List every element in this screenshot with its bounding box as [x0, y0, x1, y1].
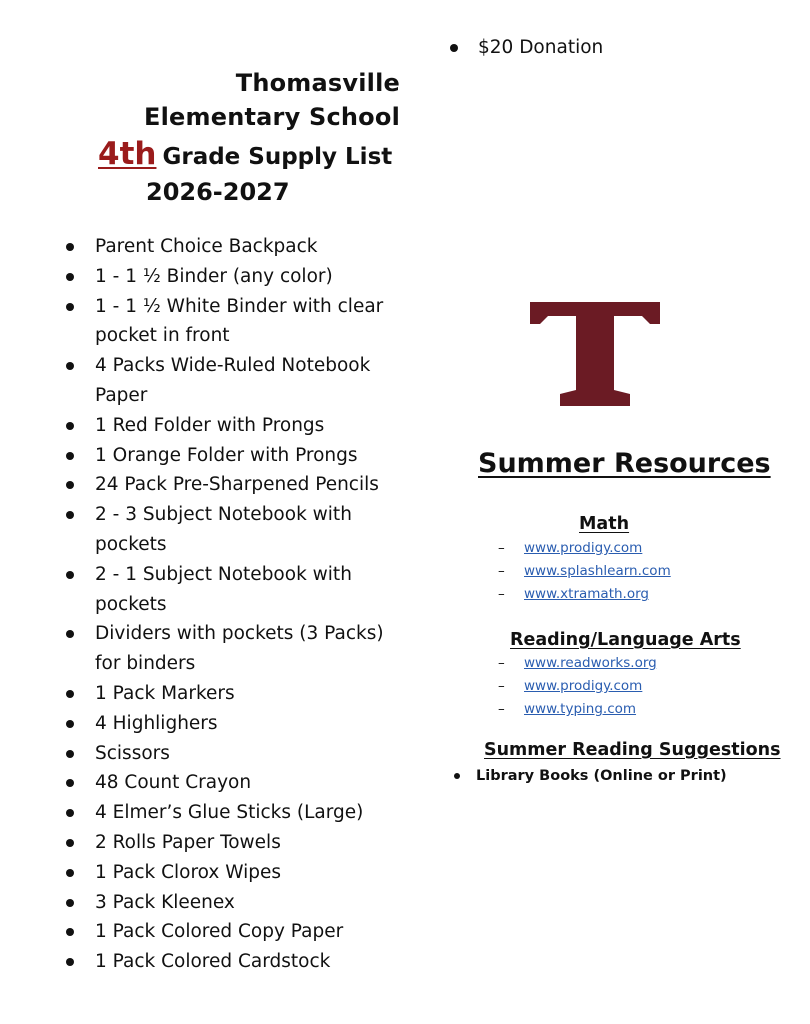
list-item: 1 Pack Colored Copy Paper [66, 917, 386, 947]
link-prodigy[interactable]: www.prodigy.com [524, 678, 643, 694]
dash-icon: – [498, 701, 505, 717]
bullet-icon [66, 571, 74, 579]
list-item: Dividers with pockets (3 Packs) for binders [66, 619, 386, 679]
bullet-icon [66, 452, 74, 460]
summer-resources-title: Summer Resources [478, 448, 771, 479]
list-item: 2 - 1 Subject Notebook with pockets [66, 560, 386, 620]
dash-icon: – [498, 563, 505, 579]
bullet-icon [66, 511, 74, 519]
bullet-icon [66, 720, 74, 728]
bullet-icon [66, 630, 74, 638]
bullet-icon [66, 243, 74, 251]
bullet-icon [66, 928, 74, 936]
dash-icon: – [498, 540, 505, 556]
list-item: Library Books (Online or Print) [454, 765, 727, 787]
list-item [498, 675, 657, 698]
bullet-icon [66, 690, 74, 698]
list-item: 4 Packs Wide-Ruled Notebook Paper [66, 351, 386, 411]
dash-icon: – [498, 655, 505, 671]
reading-suggestions-heading: Summer Reading Suggestions [484, 740, 781, 760]
list-item: 1 - 1 ½ Binder (any color) [66, 262, 386, 292]
logo-t-shape [530, 302, 660, 406]
bullet-icon [66, 779, 74, 787]
school-name: Thomasville Elementary School [144, 69, 400, 131]
school-year: 2026-2027 [146, 178, 290, 206]
list-item: 4 Elmer’s Glue Sticks (Large) [66, 798, 386, 828]
list-item: 1 - 1 ½ White Binder with clear pocket in front [66, 292, 386, 352]
title-text: Grade Supply List [162, 144, 393, 170]
list-item: 3 Pack Kleenex [66, 888, 386, 918]
list-item: 24 Pack Pre-Sharpened Pencils [66, 470, 386, 500]
link-splashlearn[interactable]: www.splashlearn.com [524, 563, 671, 579]
list-item: 4 Highlighers [66, 709, 386, 739]
bullet-icon [66, 750, 74, 758]
resources-column [440, 0, 780, 1024]
supply-list [66, 232, 386, 977]
dash-icon: – [498, 678, 505, 694]
list-item [498, 583, 671, 606]
bullet-icon [66, 303, 74, 311]
bullet-icon [66, 362, 74, 370]
bullet-icon [450, 44, 458, 52]
list-item: 1 Pack Markers [66, 679, 386, 709]
page-title [98, 136, 392, 172]
list-item [498, 560, 671, 583]
list-item: 2 Rolls Paper Towels [66, 828, 386, 858]
math-links [498, 537, 671, 606]
list-item: 1 Red Folder with Prongs [66, 411, 386, 441]
bullet-icon [66, 958, 74, 966]
reading-heading: Reading/Language Arts [510, 630, 741, 650]
link-typing[interactable]: www.typing.com [524, 701, 637, 717]
bullet-icon [66, 481, 74, 489]
supply-list-column [60, 0, 400, 1024]
list-item [498, 698, 657, 721]
list-item: 48 Count Crayon [66, 768, 386, 798]
link-prodigy[interactable]: www.prodigy.com [524, 540, 643, 556]
bullet-icon [66, 839, 74, 847]
dash-icon: – [498, 586, 505, 602]
list-item: 1 Pack Clorox Wipes [66, 858, 386, 888]
school-logo-t [530, 302, 660, 406]
list-item: Parent Choice Backpack [66, 232, 386, 262]
list-item: 2 - 3 Subject Notebook with pockets [66, 500, 386, 560]
list-item [498, 652, 657, 675]
bullet-icon [66, 809, 74, 817]
bullet-icon [66, 869, 74, 877]
link-xtramath[interactable]: www.xtramath.org [524, 586, 649, 602]
grade-label: 4th [98, 136, 157, 172]
list-item: Scissors [66, 739, 386, 769]
math-heading: Math [579, 514, 630, 534]
list-item [498, 537, 671, 560]
bullet-icon [66, 273, 74, 281]
link-readworks[interactable]: www.readworks.org [524, 655, 657, 671]
list-item: 1 Pack Colored Cardstock [66, 947, 386, 977]
bullet-icon [66, 899, 74, 907]
donation-item: $20 Donation [450, 34, 603, 62]
list-item: 1 Orange Folder with Prongs [66, 441, 386, 471]
bullet-icon [454, 773, 460, 779]
bullet-icon [66, 422, 74, 430]
reading-links [498, 652, 657, 721]
